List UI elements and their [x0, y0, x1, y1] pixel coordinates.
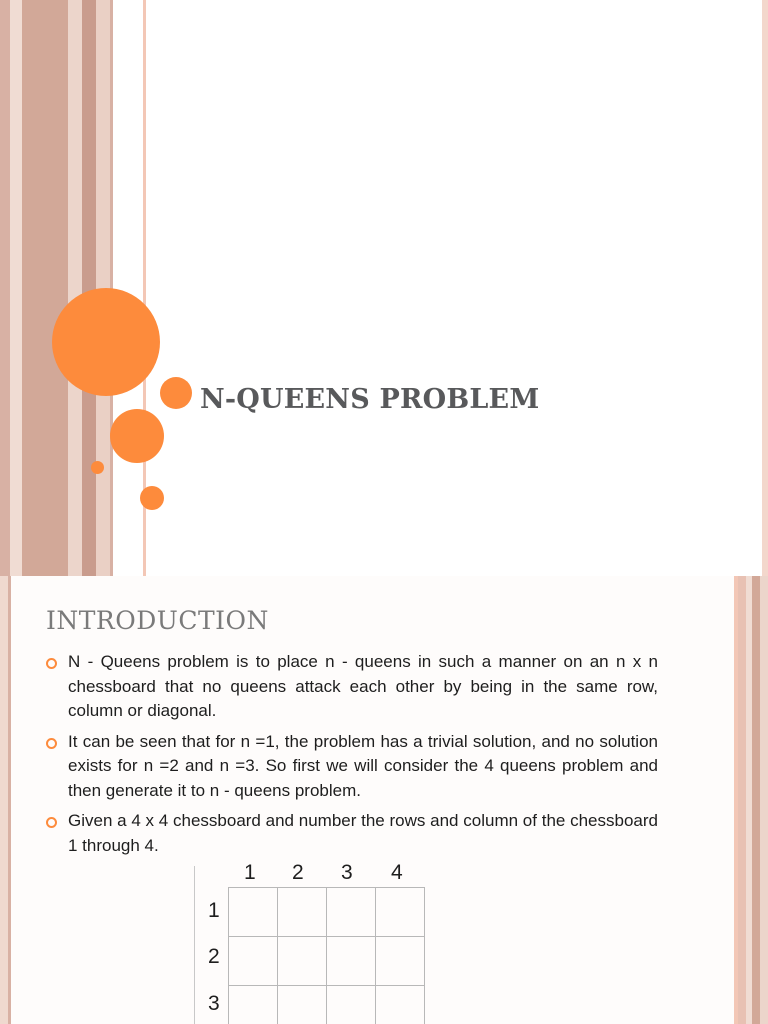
bullet-circle-icon [46, 658, 57, 669]
board-cell [376, 937, 425, 986]
bullet-text: N - Queens problem is to place n - queens in such a manner on an n x n chessboard that no queens attack each other by being in the same row, column or diagonal. [68, 652, 658, 720]
decor-circle-medium [110, 409, 164, 463]
bullet-item [46, 650, 658, 724]
decor-stripe [22, 0, 68, 576]
board-cell [229, 888, 278, 937]
chessboard-grid [228, 887, 425, 1024]
decor-stripe [760, 576, 768, 1024]
board-row [229, 986, 425, 1024]
decor-stripe [752, 576, 760, 1024]
row-label: 1 [208, 899, 220, 922]
decor-circle-tiny [91, 461, 104, 474]
board-row [229, 888, 425, 937]
column-label: 2 [292, 861, 304, 884]
decor-stripe [0, 0, 10, 576]
board-cell [376, 888, 425, 937]
board-cell [376, 986, 425, 1024]
decor-circle-large [52, 288, 160, 396]
decor-stripe [10, 0, 22, 576]
decor-stripe [68, 0, 82, 576]
column-label: 3 [341, 861, 353, 884]
bullet-text: Given a 4 x 4 chessboard and number the rows and column of the chessboard 1 through 4. [68, 811, 658, 855]
decor-stripe [8, 576, 11, 1024]
board-cell [327, 986, 376, 1024]
decor-stripe [0, 576, 8, 1024]
decor-circle-small [160, 377, 192, 409]
slide-title: N-QUEENS PROBLEM [200, 384, 540, 415]
board-cell [278, 888, 327, 937]
board-cell [229, 986, 278, 1024]
bullet-list [46, 650, 658, 864]
board-cell [278, 937, 327, 986]
bullet-item [46, 730, 658, 804]
decor-stripe [762, 0, 768, 576]
bullet-item [46, 809, 658, 858]
decor-circle-small [140, 486, 164, 510]
board-cell [327, 888, 376, 937]
introduction-slide [0, 576, 768, 1024]
bullet-circle-icon [46, 817, 57, 828]
decor-stripe [82, 0, 96, 576]
column-label: 1 [244, 861, 256, 884]
image-border [194, 866, 195, 1024]
row-label: 2 [208, 945, 220, 968]
board-row [229, 937, 425, 986]
section-heading: INTRODUCTION [46, 606, 269, 635]
board-cell [327, 937, 376, 986]
board-cell [278, 986, 327, 1024]
decor-stripe [738, 576, 746, 1024]
row-label: 3 [208, 992, 220, 1015]
column-label: 4 [391, 861, 403, 884]
bullet-circle-icon [46, 738, 57, 749]
board-cell [229, 937, 278, 986]
bullet-text: It can be seen that for n =1, the problem has a trivial solution, and no solution exists for n =2 and n =3. So first we will consider the 4 queens problem and then generate it to n - queens problem. [68, 731, 658, 800]
